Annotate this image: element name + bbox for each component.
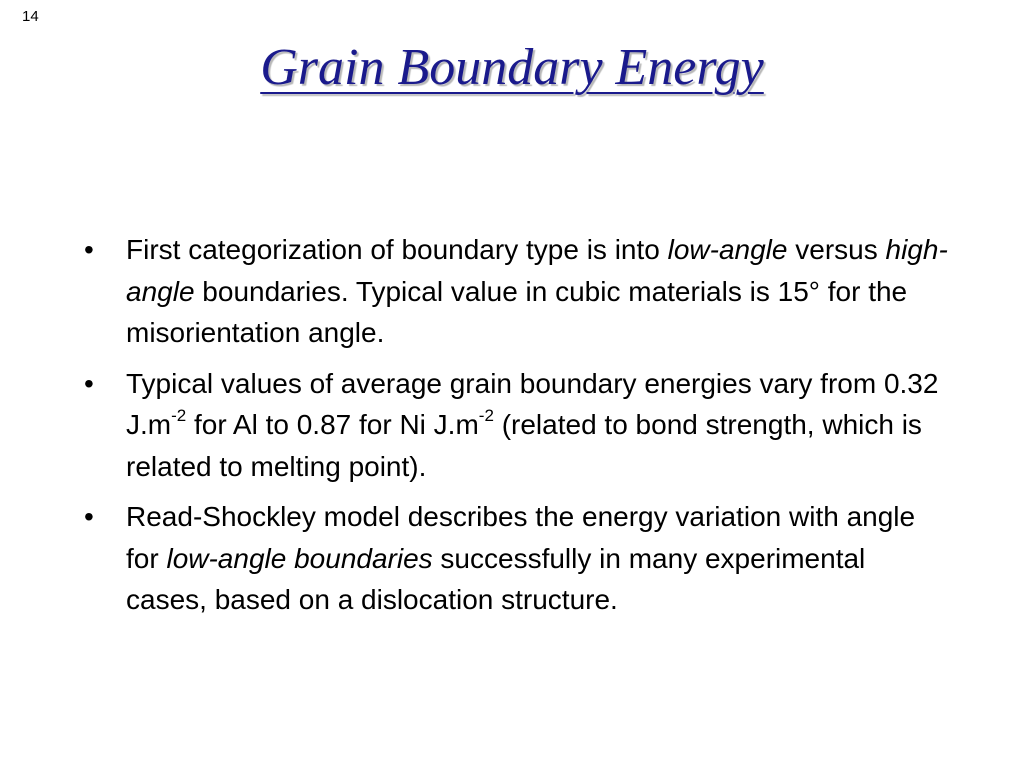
bullet-marker: • (84, 234, 94, 265)
bullet-emphasis: high-angle (126, 234, 948, 307)
bullet-item-read-shockley (82, 496, 952, 621)
bullet-text: Typical values of average grain boundary energies vary from 0.32 J.m (126, 367, 939, 440)
bullet-text: boundaries. Typical value in cubic materials is 15° for the misorientation angle. (126, 275, 908, 348)
bullet-text: (related to bond strength, which is related to melting point). (126, 409, 922, 482)
bullet-marker: • (84, 501, 94, 532)
superscript: -2 (171, 405, 187, 425)
slide-title: Grain Boundary Energy (260, 39, 764, 96)
bullet-emphasis: low-angle (667, 234, 788, 265)
bullet-text: Read-Shockley model describes the energy variation with angle for (126, 501, 916, 574)
superscript: -2 (478, 405, 494, 425)
page-number: 14 (22, 8, 39, 25)
bullet-item-energies (82, 363, 952, 488)
bullet-text: for Al to 0.87 for Ni J.m (186, 409, 479, 440)
bullet-marker: • (84, 367, 94, 399)
bullet-list (82, 229, 952, 630)
bullet-emphasis: low-angle boundaries (166, 542, 433, 574)
bullet-item-categorization (82, 229, 952, 354)
bullet-text: versus (787, 234, 886, 265)
bullet-text: First categorization of boundary type is into (126, 234, 668, 265)
bullet-text: successfully in many experimental cases, based on a dislocation structure. (126, 542, 866, 615)
